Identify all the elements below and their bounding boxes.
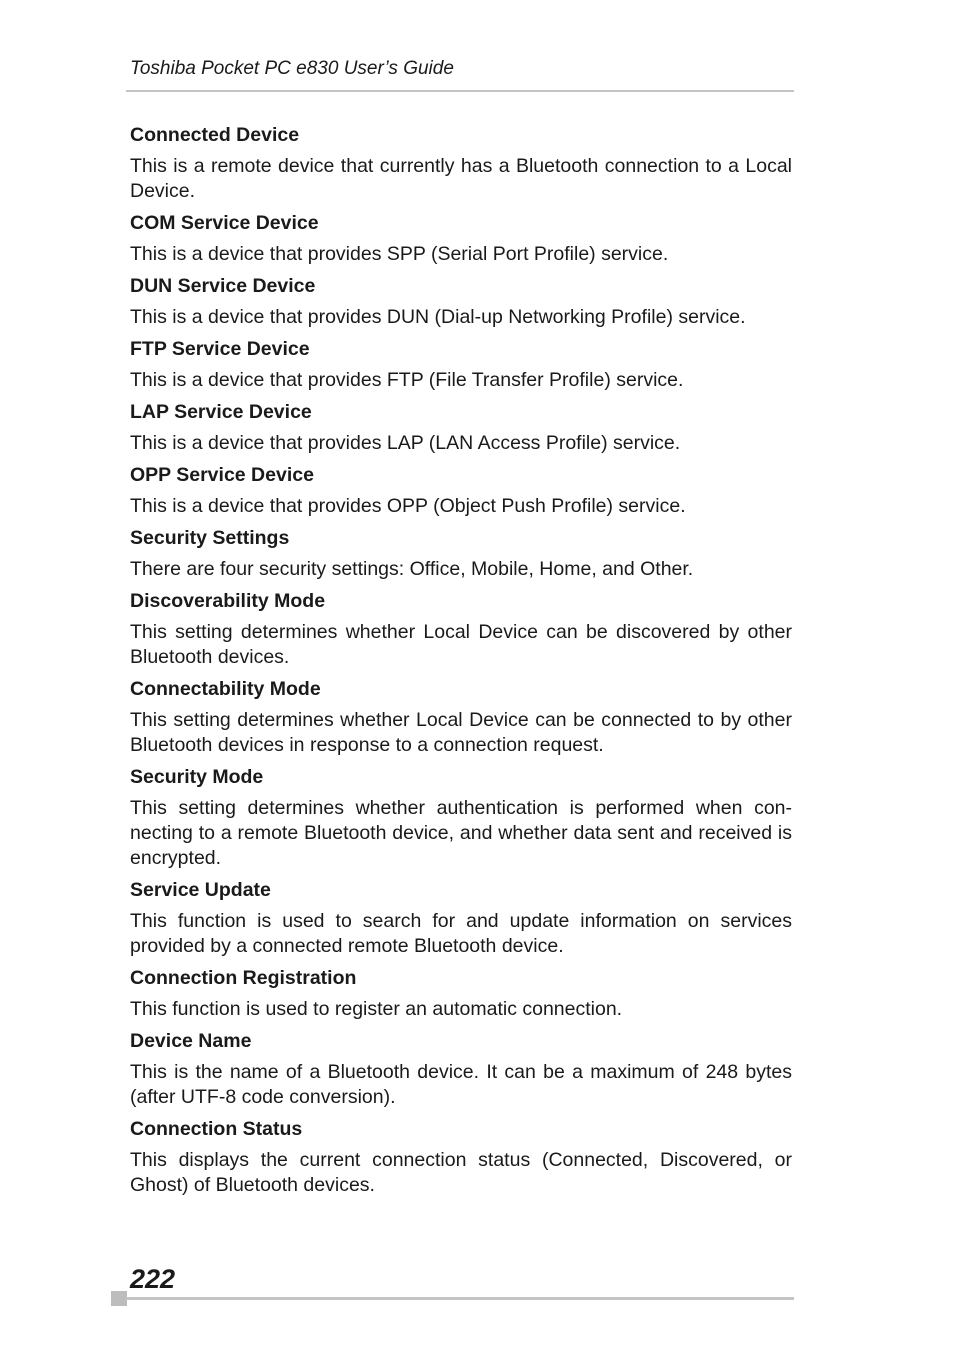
glossary-entry	[130, 589, 792, 670]
entry-definition: There are four security settings: Office, Mobile, Home, and Other.	[130, 558, 694, 580]
entry-term: LAP Service Device	[130, 401, 312, 423]
entry-definition: This setting determines whether Local Device can be connected to by other Bluetooth devices in response to a connection request.	[130, 709, 792, 756]
glossary-entry	[130, 966, 792, 1022]
glossary-entry	[130, 211, 792, 267]
entry-term: COM Service Device	[130, 212, 319, 234]
glossary-entry	[130, 1029, 792, 1110]
entry-term: Service Update	[130, 879, 271, 901]
entry-term: Device Name	[130, 1030, 252, 1052]
entry-definition: This is a device that provides SPP (Serial Port Profile) service.	[130, 243, 669, 265]
glossary-entry	[130, 400, 792, 456]
entry-term: Security Settings	[130, 527, 290, 549]
entry-definition: This displays the current connection status (Connected, Discovered, or Ghost) of Bluetooth devices.	[130, 1149, 792, 1196]
entry-term: Discoverability Mode	[130, 590, 326, 612]
entry-term: DUN Service Device	[130, 275, 316, 297]
glossary-entry	[130, 274, 792, 330]
entry-definition: This function is used to search for and update information on services provided by a connected remote Bluetooth device.	[130, 910, 792, 957]
glossary-entry	[130, 765, 792, 871]
entry-definition: This is a remote device that currently has a Bluetooth connection to a Local Device.	[130, 155, 792, 202]
entry-definition: This is a device that provides LAP (LAN Access Profile) service.	[130, 432, 681, 454]
entry-definition: This function is used to register an automatic connection.	[130, 998, 623, 1020]
glossary-entry	[130, 1117, 792, 1198]
entry-term: FTP Service Device	[130, 338, 310, 360]
entry-term: Connectability Mode	[130, 678, 321, 700]
glossary-entry	[130, 463, 792, 519]
entry-term: Connection Registration	[130, 967, 357, 989]
entry-term: OPP Service Device	[130, 464, 314, 486]
page-number: 222	[130, 1264, 176, 1294]
glossary-entry	[130, 526, 792, 582]
entry-definition: This is a device that provides DUN (Dial-up Networking Profile) service.	[130, 306, 746, 328]
glossary-entry	[130, 677, 792, 758]
entry-definition: This setting determines whether Local Device can be discovered by other Bluetooth devices.	[130, 621, 792, 668]
entry-definition: This is a device that provides FTP (File Transfer Profile) service.	[130, 369, 684, 391]
entry-definition: This is a device that provides OPP (Object Push Profile) service.	[130, 495, 686, 517]
glossary-content	[130, 123, 792, 1205]
footer-rule	[126, 1297, 794, 1300]
entry-definition: This is the name of a Bluetooth device. It can be a maximum of 248 bytes (after UTF-8 code conversion).	[130, 1061, 792, 1108]
entry-term: Security Mode	[130, 766, 264, 788]
glossary-entry	[130, 878, 792, 959]
running-header: Toshiba Pocket PC e830 User’s Guide	[130, 58, 454, 79]
header-rule	[126, 90, 794, 92]
footer-marker	[111, 1291, 127, 1306]
entry-definition: This setting determines whether authentication is performed when con-necting to a remote Bluetooth device, and whether data sent and received is encrypted.	[130, 797, 792, 869]
glossary-entry	[130, 337, 792, 393]
entry-term: Connected Device	[130, 124, 300, 146]
entry-term: Connection Status	[130, 1118, 303, 1140]
glossary-entry	[130, 123, 792, 204]
